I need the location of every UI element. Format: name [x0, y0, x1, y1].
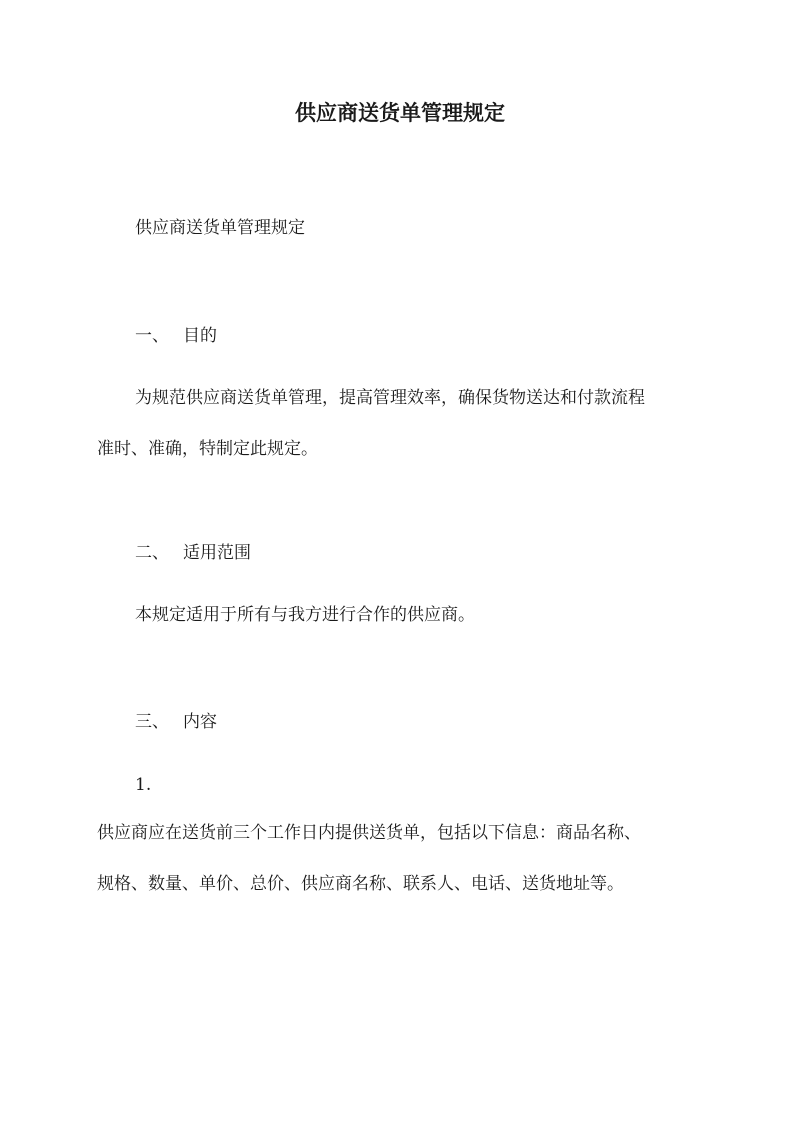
section-heading-purpose: [135, 324, 217, 348]
section-number: 二、: [135, 543, 169, 563]
item-number: 1.: [135, 775, 152, 795]
section-number: 一、: [135, 326, 169, 346]
section-title: 适用范围: [183, 543, 251, 563]
paragraph-line: 为规范供应商送货单管理，提高管理效率，确保货物送达和付款流程: [135, 388, 645, 408]
section-number: 三、: [135, 712, 169, 732]
paragraph-line: 规格、数量、单价、总价、供应商名称、联系人、电话、送货地址等。: [97, 874, 624, 894]
document-title: 供应商送货单管理规定: [295, 100, 505, 125]
section-title: 目的: [183, 326, 217, 346]
document-subtitle: 供应商送货单管理规定: [135, 218, 305, 238]
paragraph-line: 准时、准确，特制定此规定。: [97, 439, 318, 459]
section-heading-content: [135, 710, 217, 734]
section-heading-scope: [135, 541, 251, 565]
section-title: 内容: [183, 712, 217, 732]
paragraph-line: 供应商应在送货前三个工作日内提供送货单，包括以下信息：商品名称、: [97, 823, 641, 843]
paragraph-line: 本规定适用于所有与我方进行合作的供应商。: [135, 605, 475, 625]
